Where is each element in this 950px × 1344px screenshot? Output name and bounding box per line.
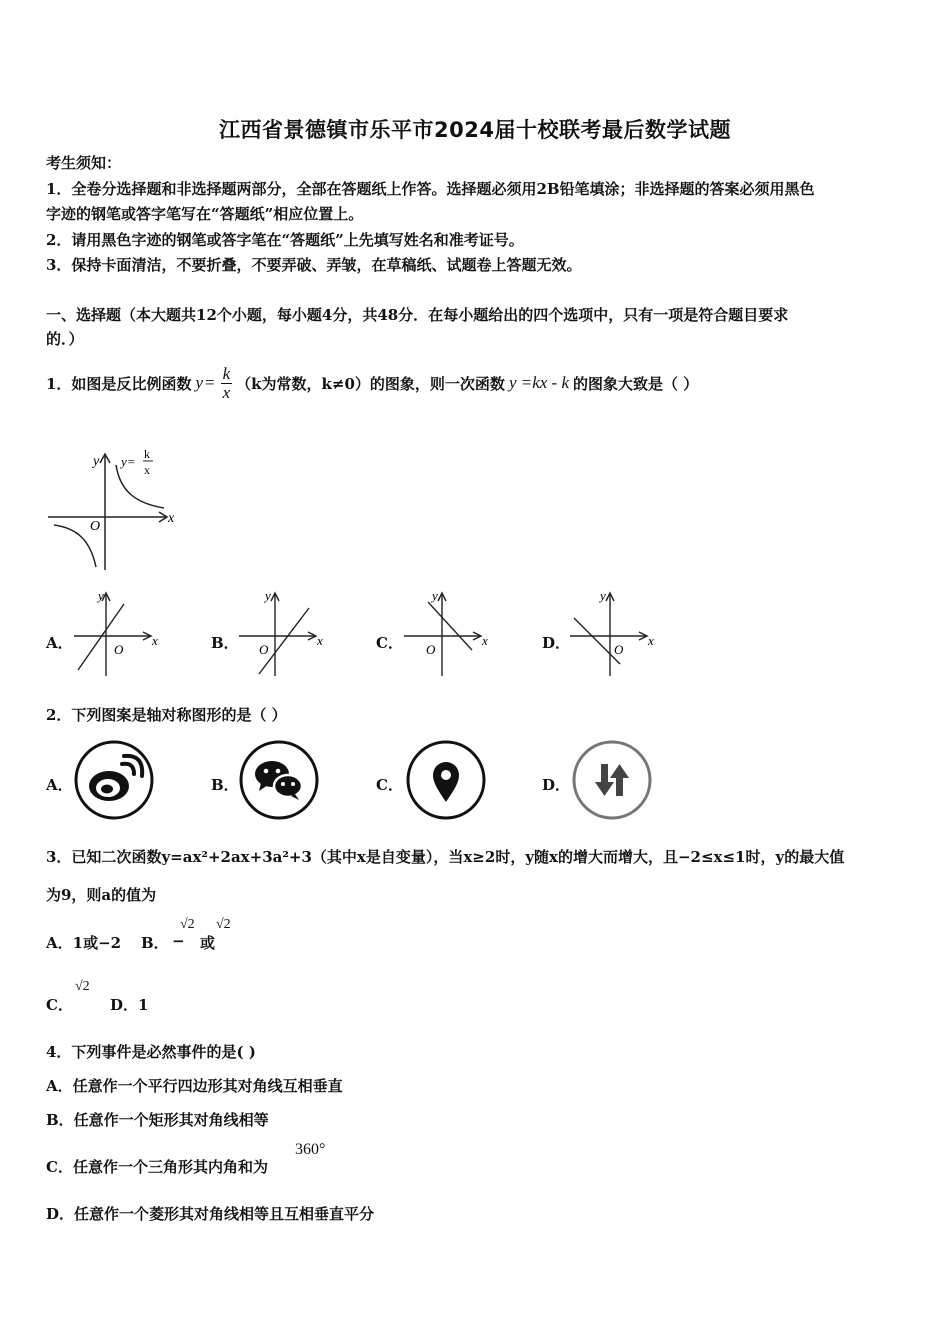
axis-x-label: x xyxy=(648,633,654,648)
q3-option-b-sqrt-pos: √2 xyxy=(216,917,231,932)
notice-line-2: 字迹的钢笔或答字笔写在“答题纸”相应位置上。 xyxy=(46,205,364,223)
notice-line-1: 1．全卷分选择题和非选择题两部分，全部在答题纸上作答。选择题必须用2B铅笔填涂；非选择题的答案必须用黑色 xyxy=(46,180,815,198)
q2-option-b-label[interactable]: B． xyxy=(211,776,239,794)
weibo-icon[interactable] xyxy=(72,738,156,822)
axis-x-label: x xyxy=(317,633,323,648)
axis-y-label: y xyxy=(432,588,438,603)
q3-option-c-label[interactable]: C． xyxy=(46,996,73,1014)
up-down-arrows-icon[interactable] xyxy=(570,738,654,822)
page-title: 江西省景德镇市乐平市2024届十校联考最后数学试题 xyxy=(219,118,731,142)
q3-option-d[interactable]: D．1 xyxy=(110,996,149,1014)
origin-label: O xyxy=(614,642,624,657)
q4-option-c-value: 360° xyxy=(295,1141,326,1158)
q1-option-a-graph[interactable] xyxy=(72,588,167,678)
q1-eq: = xyxy=(205,373,215,392)
q1-suffix: 的图象大致是（ ） xyxy=(573,374,699,393)
curve-label-x: x xyxy=(144,463,150,477)
hyperbola-graph xyxy=(46,445,181,573)
q1-y: y xyxy=(195,373,203,392)
q4-option-b[interactable]: B．任意作一个矩形其对角线相等 xyxy=(46,1111,269,1129)
q1-mid: （k为常数，k≠0）的图象，则一次函数 xyxy=(236,374,505,393)
curve-label: y= xyxy=(121,454,136,469)
q3-option-c-sqrt: √2 xyxy=(75,979,90,994)
q1-option-d-label[interactable]: D． xyxy=(542,634,571,652)
axis-y-label: y xyxy=(98,588,104,603)
wechat-icon[interactable] xyxy=(237,738,321,822)
location-pin-icon[interactable] xyxy=(404,738,488,822)
axis-y-label: y xyxy=(600,588,606,603)
q1-option-a-label[interactable]: A． xyxy=(46,634,73,652)
q1-fraction-numerator: k xyxy=(222,363,231,383)
q3-option-a[interactable]: A．1或−2 xyxy=(46,934,122,952)
origin-label: O xyxy=(426,642,436,657)
notice-line-4: 3．保持卡面清洁，不要折叠，不要弄破、弄皱，在草稿纸、试题卷上答题无效。 xyxy=(46,256,582,274)
q2-option-d-label[interactable]: D． xyxy=(542,776,571,794)
q1-option-c-graph[interactable] xyxy=(402,588,497,678)
q1-fraction-denominator: x xyxy=(222,382,231,402)
axis-x-label: x xyxy=(482,633,488,648)
q4-option-d[interactable]: D．任意作一个菱形其对角线相等且互相垂直平分 xyxy=(46,1205,375,1223)
q1-option-d-graph[interactable] xyxy=(568,588,663,678)
axis-y-label: y xyxy=(265,588,271,603)
q4-option-c[interactable]: C．任意作一个三角形其内角和为 xyxy=(46,1158,268,1176)
q1-fraction xyxy=(221,365,233,402)
q3-option-b-sqrt-neg: √2 xyxy=(180,917,195,932)
q3-option-b-or: 或 xyxy=(200,934,216,952)
section-heading: 一、选择题（本大题共12个小题，每小题4分，共48分．在每小题给出的四个选项中，只有一项是符合题目要求 xyxy=(46,306,789,324)
origin-label: O xyxy=(259,642,269,657)
section-heading-cont: 的．） xyxy=(46,330,84,348)
question-3-stem-cont: 为9，则a的值为 xyxy=(46,886,157,904)
curve-label-k: k xyxy=(144,447,150,461)
q1-option-b-graph[interactable] xyxy=(237,588,332,678)
q1-linear-function: y =kx - k xyxy=(508,373,570,392)
notice-heading: 考生须知： xyxy=(46,154,122,172)
question-3-stem: 3．已知二次函数y=ax²+2ax+3a²+3（其中x是自变量），当x≥2时，y随x的增大而增大，且−2≤x≤1时，y的最大值 xyxy=(46,848,845,866)
q2-option-c-label[interactable]: C． xyxy=(376,776,403,794)
q3-option-b-label[interactable]: B． xyxy=(141,934,169,952)
origin-label: O xyxy=(90,519,101,534)
notice-line-3: 2．请用黑色字迹的钢笔或答字笔在“答题纸”上先填写姓名和准考证号。 xyxy=(46,231,524,249)
q1-option-b-label[interactable]: B． xyxy=(211,634,239,652)
question-4-stem: 4．下列事件是必然事件的是( ) xyxy=(46,1043,256,1061)
q3-option-b-minus: − xyxy=(172,932,185,950)
q1-option-c-label[interactable]: C． xyxy=(376,634,403,652)
q1-prefix: 1．如图是反比例函数 xyxy=(46,374,192,393)
origin-label: O xyxy=(114,642,124,657)
q2-option-a-label[interactable]: A． xyxy=(46,776,73,794)
axis-x-label: x xyxy=(168,511,175,526)
question-2-stem: 2．下列图案是轴对称图形的是（ ） xyxy=(46,706,287,724)
axis-x-label: x xyxy=(152,633,158,648)
question-1-stem xyxy=(46,358,698,408)
q4-option-a[interactable]: A．任意作一个平行四边形其对角线互相垂直 xyxy=(46,1077,343,1095)
axis-y-label: y xyxy=(93,454,100,469)
